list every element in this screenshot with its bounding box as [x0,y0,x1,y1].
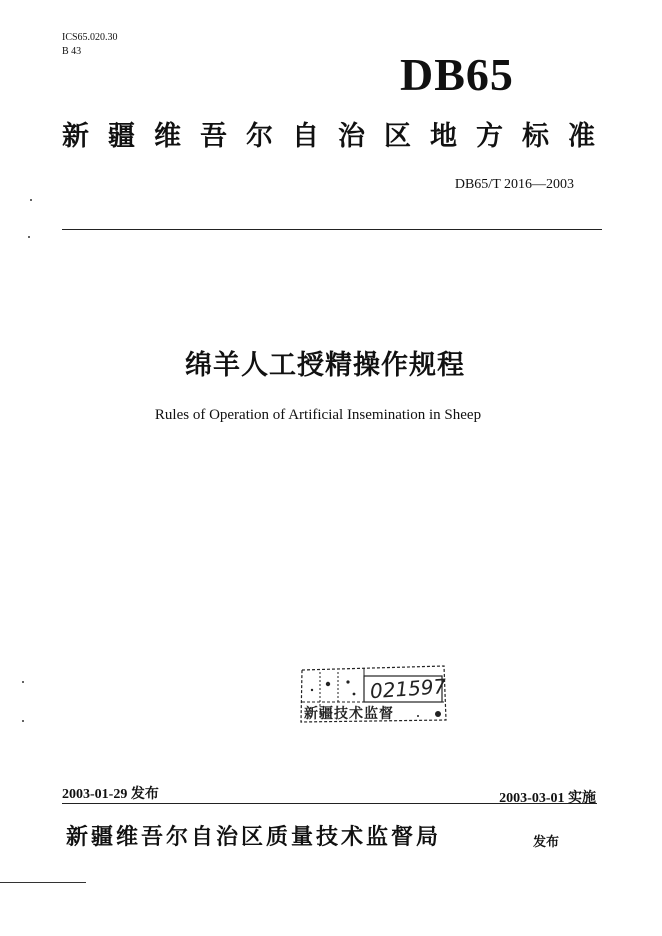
standard-type: 新疆维吾尔自治区地方标准 [62,121,614,152]
issuing-authority-suffix: 发布 [533,835,560,850]
library-stamp [298,660,448,726]
issuing-authority: 新疆维吾尔自治区质量技术监督局 [66,825,442,850]
scan-speck [30,199,32,201]
implementation-date: 2003-03-01 实施 [499,791,596,806]
classification-codes [62,31,118,59]
title-english-text: Rules of Operation of Artificial Insemination in Sheep [154,407,482,423]
standard-number: DB65/T 2016—2003 [454,177,574,192]
document-title-chinese [0,348,662,384]
header-divider [62,229,602,230]
scan-speck [22,681,24,683]
title-chinese-text: 绵羊人工授精操作规程 [185,350,465,381]
ccs-code: B 43 [62,46,82,57]
stamp-agency: 新疆技术监督 [304,706,394,722]
stamp-graphic [298,660,448,726]
scan-speck [22,720,24,722]
document-title-english [0,405,662,425]
scan-speck [28,236,30,238]
ics-code: ICS65.020.30 [62,32,118,43]
footer-divider [62,803,597,804]
margin-line [0,882,86,883]
standard-logo: DB65 [400,49,514,100]
stamp-number: 021597 [369,674,448,704]
issue-date: 2003-01-29 发布 [62,787,159,802]
